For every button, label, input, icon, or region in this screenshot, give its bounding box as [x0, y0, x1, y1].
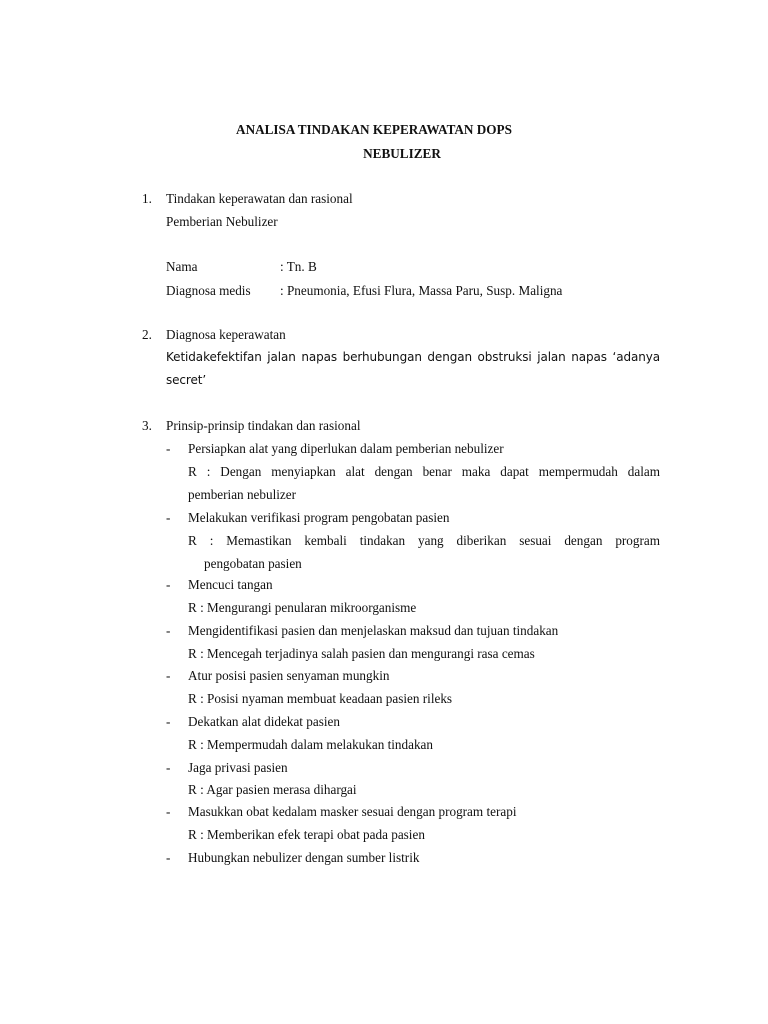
field-label-nama: Nama — [166, 259, 198, 274]
list-item-action: Hubungkan nebulizer dengan sumber listrik — [188, 850, 420, 865]
list-item-rationale-continued: pemberian nebulizer — [188, 487, 297, 502]
section-1-subheading: Pemberian Nebulizer — [166, 214, 278, 229]
list-item-action: Melakukan verifikasi program pengobatan pasien — [188, 510, 450, 525]
list-item-rationale: R : Memastikan kembali tindakan yang diberikan sesuai dengan program — [188, 533, 660, 548]
list-item-dash: - — [166, 577, 171, 592]
list-item-rationale: R : Memberikan efek terapi obat pada pasien — [188, 827, 425, 842]
list-item-dash: - — [166, 510, 171, 525]
section-3-heading: Prinsip-prinsip tindakan dan rasional — [166, 418, 361, 433]
list-item-rationale: R : Posisi nyaman membuat keadaan pasien rileks — [188, 691, 453, 706]
list-item-action: Atur posisi pasien senyaman mungkin — [188, 668, 390, 683]
list-item-dash: - — [166, 714, 171, 729]
section-2-number: 2. — [142, 327, 152, 342]
list-item-action: Dekatkan alat didekat pasien — [188, 714, 340, 729]
section-3-number: 3. — [142, 418, 152, 433]
field-value-diagnosa-medis: : Pneumonia, Efusi Flura, Massa Paru, Susp. Maligna — [280, 283, 563, 298]
field-value-nama: : Tn. B — [280, 259, 317, 274]
list-item-dash: - — [166, 760, 171, 775]
list-item-action: Masukkan obat kedalam masker sesuai dengan program terapi — [188, 804, 517, 819]
section-2-text-line-2: secret’ — [166, 373, 207, 387]
list-item-dash: - — [166, 668, 171, 683]
list-item-rationale: R : Agar pasien merasa dihargai — [188, 782, 357, 797]
list-item-action: Mencuci tangan — [188, 577, 273, 592]
document-subtitle: NEBULIZER — [363, 146, 441, 161]
list-item-rationale-continued: pengobatan pasien — [204, 556, 302, 571]
list-item-rationale: R : Mengurangi penularan mikroorganisme — [188, 600, 417, 615]
list-item-action: Persiapkan alat yang diperlukan dalam pemberian nebulizer — [188, 441, 504, 456]
list-item-dash: - — [166, 441, 171, 456]
list-item-dash: - — [166, 804, 171, 819]
list-item-action: Jaga privasi pasien — [188, 760, 288, 775]
field-label-diagnosa-medis: Diagnosa medis — [166, 283, 251, 298]
list-item-rationale: R : Mempermudah dalam melakukan tindakan — [188, 737, 433, 752]
list-item-dash: - — [166, 623, 171, 638]
section-1-heading: Tindakan keperawatan dan rasional — [166, 191, 353, 206]
list-item-rationale: R : Mencegah terjadinya salah pasien dan mengurangi rasa cemas — [188, 646, 535, 661]
section-2-heading: Diagnosa keperawatan — [166, 327, 286, 342]
section-1-number: 1. — [142, 191, 152, 206]
section-2-text-line-1: Ketidakefektifan jalan napas berhubungan dengan obstruksi jalan napas ‘adanya — [166, 350, 660, 364]
list-item-dash: - — [166, 850, 171, 865]
document-title: ANALISA TINDAKAN KEPERAWATAN DOPS — [236, 122, 512, 137]
list-item-action: Mengidentifikasi pasien dan menjelaskan maksud dan tujuan tindakan — [188, 623, 559, 638]
list-item-rationale: R : Dengan menyiapkan alat dengan benar maka dapat mempermudah dalam — [188, 464, 660, 479]
